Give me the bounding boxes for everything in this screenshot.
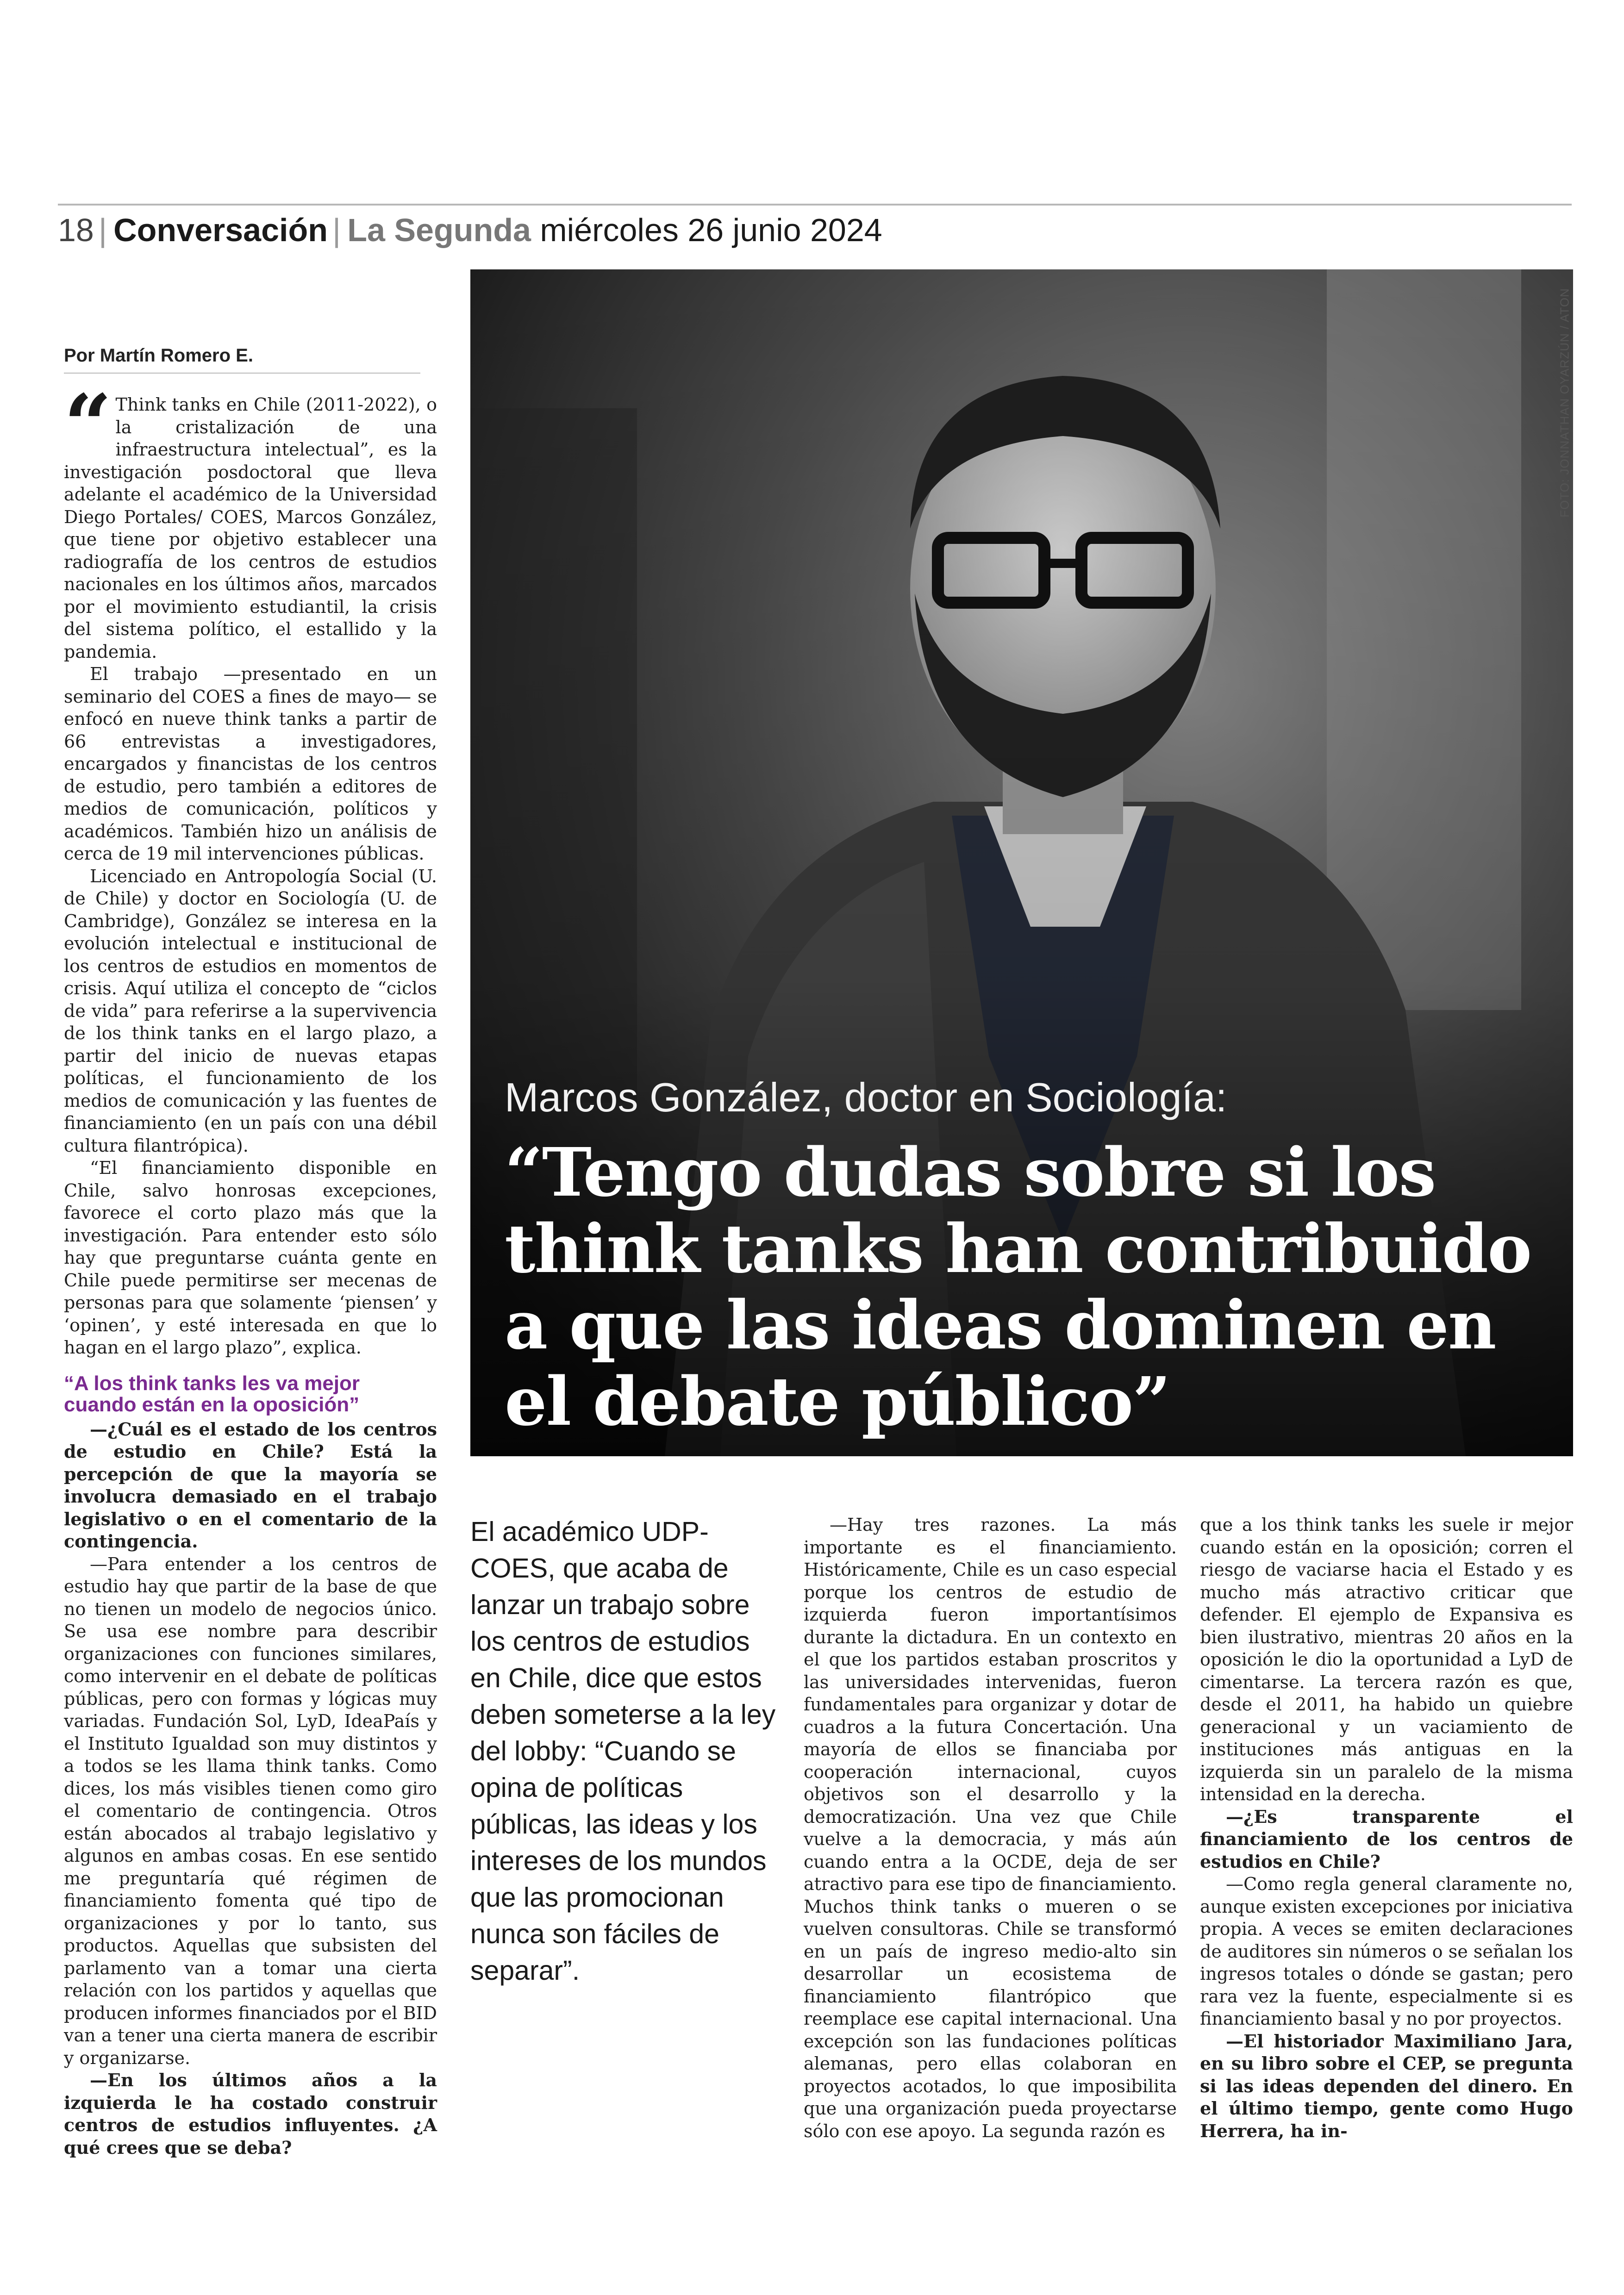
article-column-4 [1200, 1514, 1573, 2142]
photo-credit-text: FOTO: JONNATHAN OYARZÚN / ATON [1557, 288, 1572, 518]
paragraph: Think tanks en Chile (2011-2022), o la cristalización de una infraestructura intelectual”, es la investigación posdoctoral que lleva adelante el académico de la Universidad Diego Portales/ COES, Marcos González, que tiene por objetivo establecer una radiografía de los centros de estudios nacionales en los últimos años, marcados por el movimiento estudiantil, la crisis del sistema político, el estallido y la pandemia. [64, 394, 437, 662]
opening-quote-mark: “ [64, 376, 112, 474]
paragraph: —Como regla general claramente no, aunque existen excepciones por iniciativa propia. A veces se emiten declaraciones de auditores sin números o se señalan los ingresos totales o dónde se gastan; pero rara vez la fuente, especialmente si es financiamiento basal y no por proyectos. [1200, 1874, 1573, 2029]
page-header [58, 209, 882, 251]
issue-date: miércoles 26 junio 2024 [540, 212, 882, 248]
interview-question: —¿Cuál es el estado de los centros de estudio en Chile? Está la percepción de que la mayoría se involucra demasiado en el trabajo legislativo o en el comentario de la contingencia. [64, 1418, 437, 1552]
section-name: Conversación [113, 212, 328, 248]
header-top-rule [58, 204, 1572, 206]
article-column-3 [804, 1514, 1177, 2142]
subheading: “A los think tanks les va mejor cuando están en la oposición” [64, 1372, 360, 1416]
headline-kicker: Marcos González, doctor en Sociología: [505, 1074, 1227, 1120]
paragraph: Licenciado en Antropología Social (U. de Chile) y doctor en Sociología (U. de Cambridge), González se interesa en la evolución intelectual e institucional de los centros de estudios en momentos de crisis. Aquí utiliza el concepto de “ciclos de vida” para referirse a la supervivencia de los think tanks en el largo plazo, a partir del inicio de nuevas etapas políticas, el funcionamiento de los medios de comunicación y las fuentes de financiamiento (en un país con una débil cultura filantrópica). [64, 866, 437, 1156]
header-divider: | [332, 212, 341, 248]
header-divider: | [98, 212, 107, 248]
pull-quote: El académico UDP-COES, que acaba de lanzar un trabajo sobre los centros de estudios en Chile, dice que estos deben someterse a la ley del lobby: “Cuando se opina de políticas públicas, las ideas y los intereses de los mundos que las promocionan nunca son fáciles de separar”. [470, 1516, 776, 1986]
interview-question: —El historiador Maximiliano Jara, en su libro sobre el CEP, se pregunta si las ideas dependen del dinero. En el último tiempo, gente como Hugo Herrera, ha in- [1200, 2030, 1573, 2141]
interview-question: —¿Es transparente el financiamiento de los centros de estudios en Chile? [1200, 1806, 1573, 1872]
paragraph: El trabajo —presentado en un seminario del COES a fines de mayo— se enfocó en nueve think tanks a partir de 66 entrevistas a investigadores, encargados y financistas de los centros de estudio, pero también a editores de medios de comunicación, políticos y académicos. También hizo un análisis de cerca de 19 mil intervenciones públicas. [64, 664, 437, 864]
byline-rule [64, 373, 420, 374]
paragraph: “El financiamiento disponible en Chile, salvo honrosas excepciones, favorece el corto plazo más que la investigación. Para entender esto sólo hay que preguntarse cuánta gente en Chile puede permitirse ser mecenas de personas para que solamente ‘piensen’ y ‘opinen’, y esté interesada en que lo hagan en el largo plazo”, explica. [64, 1158, 437, 1358]
publication-name: La Segunda [347, 212, 531, 248]
paragraph: que a los think tanks les suele ir mejor cuando están en la oposición; corren el riesgo de vaciarse hacia el Estado y es mucho más atractivo criticar que defender. El ejemplo de Expansiva es bien ilustrativo, mientras 20 años en la oposición le dio la oportunidad a LyD de cimentarse. La tercera razón es que, desde el 2011, ha habido un quiebre generacional y un vaciamiento de instituciones más antiguas en la izquierda sin un paralelo de la misma intensidad en la derecha. [1200, 1515, 1573, 1804]
interview-question: —En los últimos años a la izquierda le ha costado construir centros de estudios influyentes. ¿A qué crees que se deba? [64, 2070, 437, 2158]
portrait-photo [470, 269, 1573, 1456]
byline: Por Martín Romero E. [64, 345, 253, 366]
page-number: 18 [58, 212, 94, 248]
headline-quote: “Tengo dudas sobre si los think tanks han contribuido a que las ideas dominen en el debate público” [505, 1133, 1531, 1441]
paragraph: —Hay tres razones. La más importante es el financiamiento. Históricamente, Chile es un caso especial porque los centros de estudio de izquierda fueron importantísimos durante la dictadura. En un contexto en el que los partidos estaban proscritos y las universidades intervenidas, fueron fundamentales para organizar y dotar de cuadros a la futura Concertación. Una mayoría de ellos se financiaba por cooperación internacional, cuyos objetivos son el desarrollo y la democratización. Una vez que Chile vuelve a la democracia, y más aún cuando entra a la OCDE, deja de ser atractivo para ese tipo de financiamiento. Muchos think tanks o mueren o se vuelven consultoras. Chile se transformó en un país de ingreso medio-alto sin desarrollar un ecosistema de financiamiento filantrópico que reemplace ese capital internacional. Una excepción son las fundaciones políticas alemanas, pero ellas colaboran en proyectos acotados, lo que imposibilita que una organización pueda proyectarse sólo con ese apoyo. La segunda razón es [804, 1515, 1177, 2141]
article-column-1 [64, 376, 437, 2159]
paragraph: —Para entender a los centros de estudio hay que partir de la base de que no tienen un modelo de negocios único. Se usa ese nombre para describir organizaciones con funciones similares, como intervenir en el debate de políticas públicas, pero con formas y lógicas muy variadas. Fundación Sol, LyD, IdeaPaís y el Instituto Igualdad son muy distintos y a todos se les llama think tanks. Como dices, los más visibles tienen como giro el comentario de contingencia. Otros están abocados al trabajo legislativo y algunos en ambas cosas. En ese sentido me preguntaría qué régimen de financiamiento fomenta qué tipo de organizaciones y por lo tanto, sus productos. Aquellas que subsisten del parlamento van a tomar una cierta relación con los partidos y aquellas que producen informes financiados por el BID van a tener una cierta manera de escribir y organizarse. [64, 1553, 437, 2068]
photo-credit [1555, 288, 1574, 518]
